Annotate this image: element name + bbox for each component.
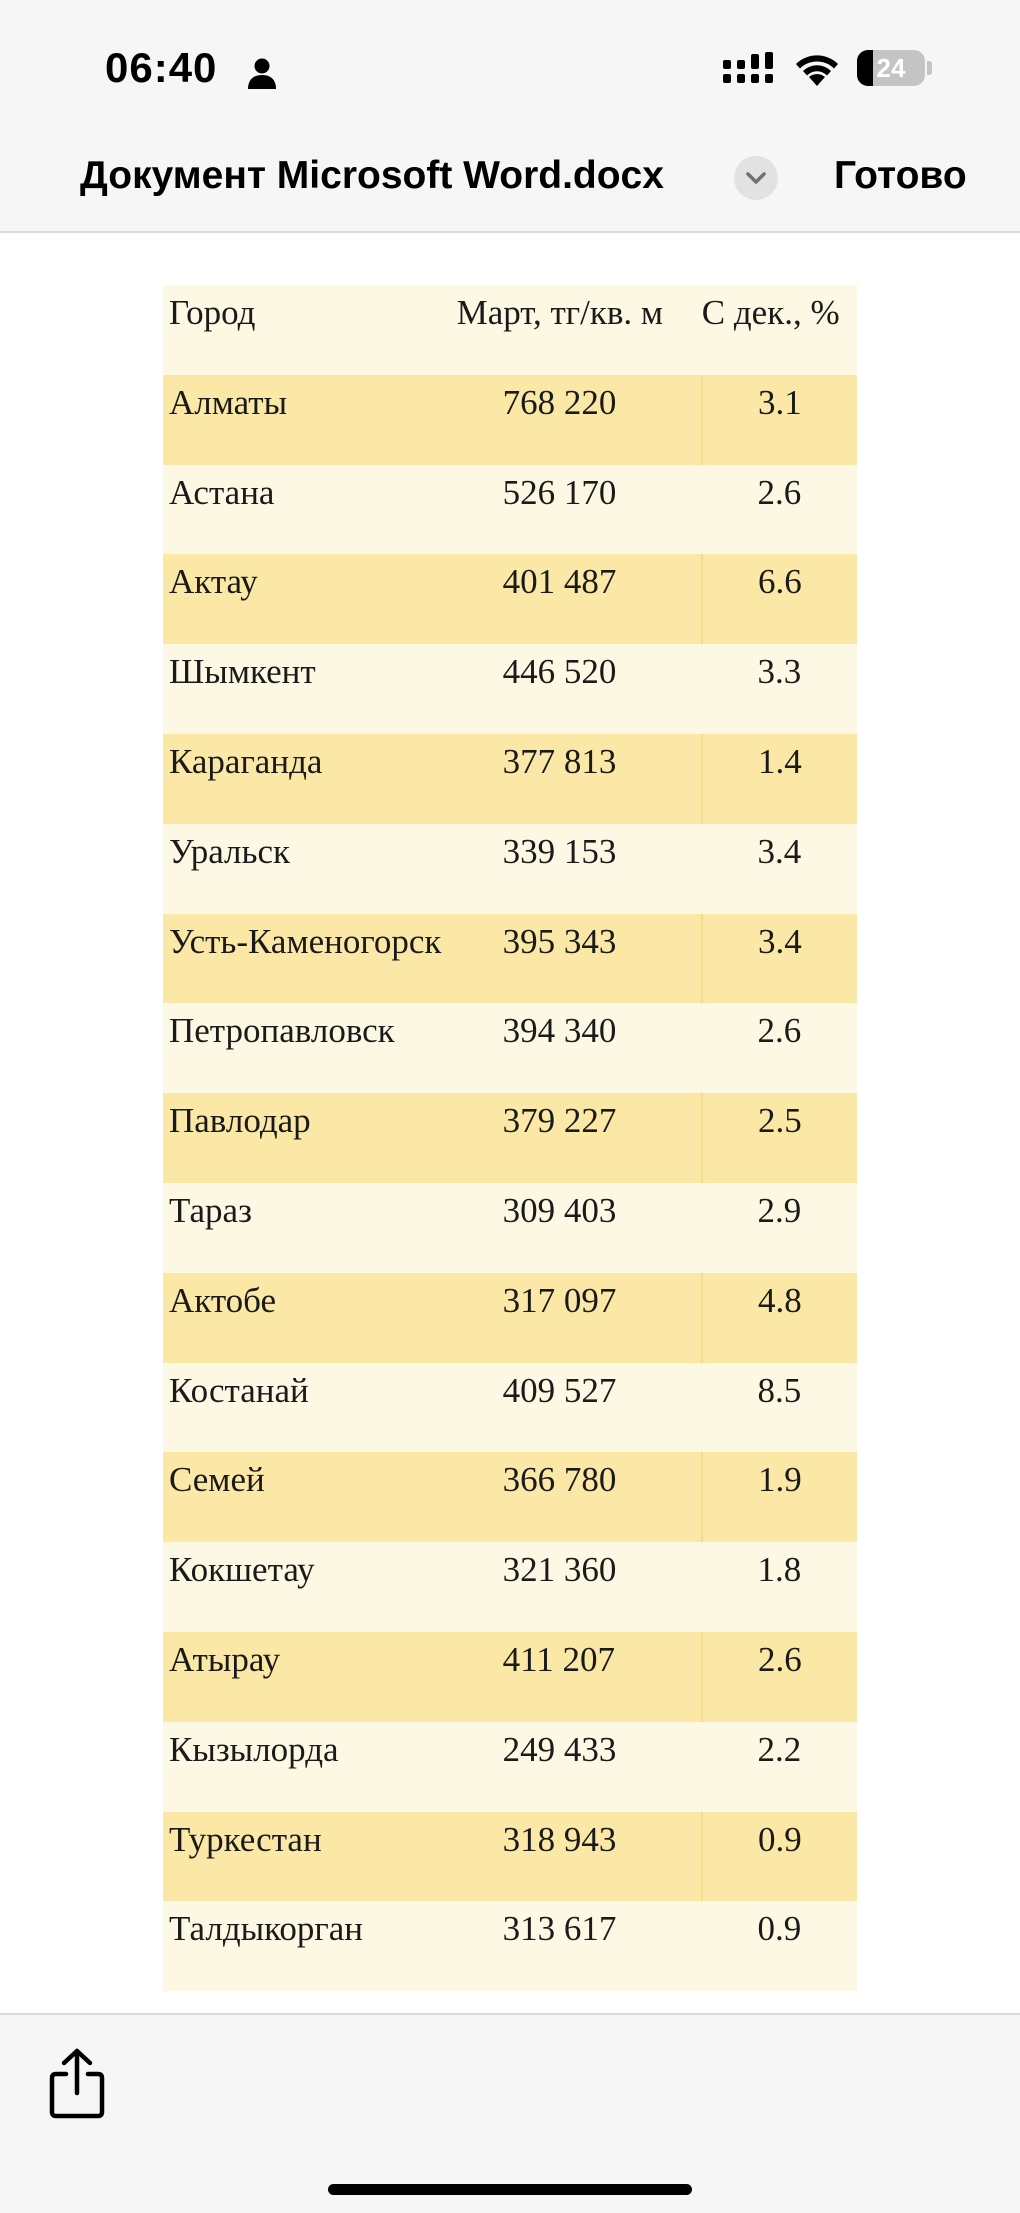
cell-change: 8.5 xyxy=(757,1370,802,1410)
table-row xyxy=(163,1901,857,1991)
cell-city: Актобе xyxy=(169,1280,277,1320)
table-row xyxy=(163,824,857,914)
cell-price: 313 617 xyxy=(502,1909,617,1949)
cell-price: 339 153 xyxy=(502,831,617,871)
cell-city: Атырау xyxy=(169,1639,281,1679)
cell-change: 1.9 xyxy=(702,1452,857,1542)
cell-change: 4.8 xyxy=(702,1273,857,1363)
cell-city: Талдыкорган xyxy=(169,1909,363,1949)
table-row xyxy=(163,1183,857,1273)
cell-price: 411 207 xyxy=(502,1639,616,1679)
cell-change: 3.1 xyxy=(702,375,857,465)
table-row xyxy=(163,1093,857,1183)
cell-price: 366 780 xyxy=(502,1460,617,1500)
cell-change: 2.9 xyxy=(757,1190,802,1230)
battery-cap xyxy=(927,61,932,75)
table-row xyxy=(163,554,857,644)
cellular-signal-icon xyxy=(722,52,778,88)
cell-city: Семей xyxy=(169,1460,265,1500)
home-indicator[interactable] xyxy=(328,2184,692,2195)
person-icon xyxy=(244,55,280,91)
table-row xyxy=(163,375,857,465)
column-header-change: С дек., % xyxy=(701,293,840,332)
cell-price: 321 360 xyxy=(502,1550,617,1590)
cell-change: 3.4 xyxy=(757,831,802,871)
cell-city: Актау xyxy=(169,562,258,602)
cell-change: 6.6 xyxy=(702,554,857,644)
navigation-bar xyxy=(0,130,1020,233)
table-row xyxy=(163,644,857,734)
cell-change: 2.6 xyxy=(702,1632,857,1722)
cell-city: Костанай xyxy=(169,1370,309,1410)
document-content[interactable] xyxy=(0,233,1020,2013)
table-row xyxy=(163,1812,857,1902)
cell-price: 395 343 xyxy=(502,921,617,961)
cell-change: 3.3 xyxy=(757,652,802,692)
status-time: 06:40 xyxy=(105,44,218,91)
price-table xyxy=(163,285,857,1991)
cell-change: 2.6 xyxy=(757,472,802,512)
cell-change: 0.9 xyxy=(757,1909,802,1949)
battery-icon xyxy=(857,50,925,86)
column-header-price: Март, тг/кв. м xyxy=(456,293,664,332)
table-header-row xyxy=(163,285,857,375)
done-button[interactable]: Готово xyxy=(834,154,967,197)
column-header-city: Город xyxy=(169,293,256,332)
cell-city: Уральск xyxy=(169,831,291,871)
cell-city: Шымкент xyxy=(169,652,316,692)
cell-city: Павлодар xyxy=(169,1101,311,1141)
chevron-down-icon xyxy=(745,169,767,187)
table-row xyxy=(163,1542,857,1632)
cell-change: 1.4 xyxy=(702,734,857,824)
cell-city: Туркестан xyxy=(169,1819,322,1859)
table-row xyxy=(163,1452,857,1542)
document-title[interactable]: Документ Microsoft Word.docx xyxy=(80,154,664,197)
cell-change: 2.2 xyxy=(757,1729,802,1769)
cell-city: Петропавловск xyxy=(169,1011,395,1051)
cell-price: 446 520 xyxy=(502,652,617,692)
cell-change: 2.5 xyxy=(702,1093,857,1183)
cell-price: 318 943 xyxy=(502,1819,617,1859)
bottom-toolbar xyxy=(0,2013,1020,2213)
table-row xyxy=(163,1003,857,1093)
table-row xyxy=(163,1273,857,1363)
cell-price: 317 097 xyxy=(502,1280,617,1320)
table-row xyxy=(163,465,857,555)
cell-price: 409 527 xyxy=(502,1370,617,1410)
cell-city: Усть-Каменогорск xyxy=(169,921,442,961)
cell-change: 3.4 xyxy=(702,914,857,1004)
cell-city: Кызылорда xyxy=(169,1729,339,1769)
cell-price: 249 433 xyxy=(502,1729,617,1769)
table-row xyxy=(163,1722,857,1812)
cell-price: 401 487 xyxy=(502,562,617,602)
cell-city: Кокшетау xyxy=(169,1550,315,1590)
table-row xyxy=(163,1632,857,1722)
table-row xyxy=(163,734,857,824)
cell-price: 379 227 xyxy=(502,1101,617,1141)
cell-city: Тараз xyxy=(169,1190,252,1230)
table-body xyxy=(163,375,857,1991)
cell-price: 377 813 xyxy=(502,741,617,781)
cell-change: 2.6 xyxy=(757,1011,802,1051)
battery-level: 24 xyxy=(876,53,906,83)
cell-price: 768 220 xyxy=(502,382,617,422)
wifi-icon xyxy=(794,50,840,88)
status-bar xyxy=(0,0,1020,130)
cell-price: 309 403 xyxy=(502,1190,617,1230)
cell-city: Караганда xyxy=(169,741,323,781)
cell-price: 526 170 xyxy=(502,472,617,512)
share-icon[interactable] xyxy=(46,2047,108,2119)
table-row xyxy=(163,914,857,1004)
title-menu-button[interactable] xyxy=(734,156,778,200)
table-row xyxy=(163,1363,857,1453)
cell-price: 394 340 xyxy=(502,1011,617,1051)
cell-city: Алматы xyxy=(169,382,288,422)
cell-change: 0.9 xyxy=(702,1812,857,1902)
cell-change: 1.8 xyxy=(757,1550,802,1590)
cell-city: Астана xyxy=(169,472,275,512)
